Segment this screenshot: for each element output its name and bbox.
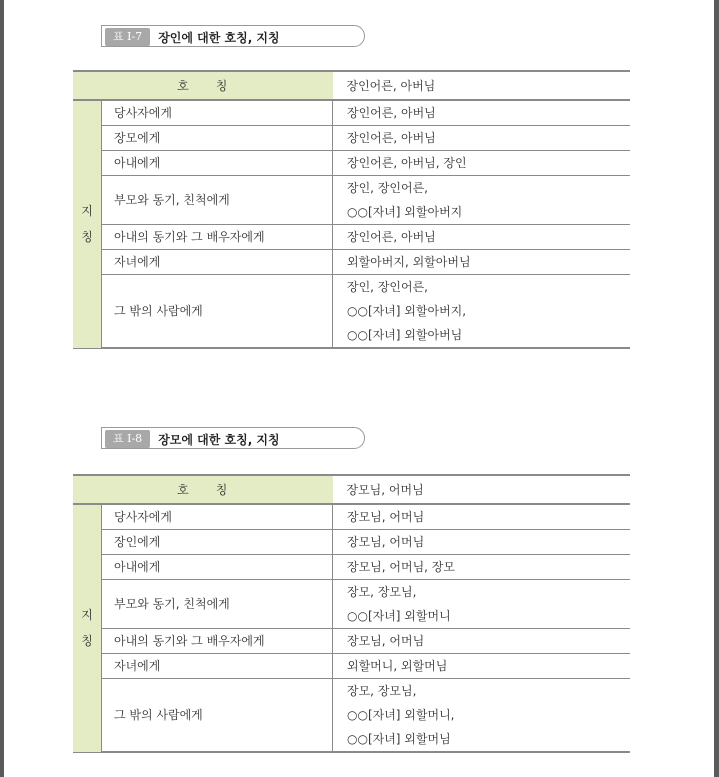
table-header-row [73, 71, 630, 100]
header-label: 호 칭 [73, 71, 333, 100]
target-cell: 당사자에게 [102, 504, 333, 530]
table-title: 장모에 대한 호칭, 지칭 [158, 432, 280, 447]
table-row [73, 654, 630, 679]
term-cell: 장모님, 어머님 [333, 504, 631, 530]
table-row [73, 151, 630, 176]
table-row [73, 225, 630, 250]
term-cell: 장모, 장모님, ○○[자녀] 외할머니 [333, 580, 631, 629]
header-value: 장모님, 어머님 [333, 475, 631, 504]
side-label: 지 칭 [73, 504, 102, 752]
target-cell: 그 밖의 사람에게 [102, 275, 333, 349]
term-cell: 장인어른, 아버님 [333, 126, 631, 151]
document-page [4, 0, 714, 777]
target-cell: 아내의 동기와 그 배우자에게 [102, 629, 333, 654]
target-cell: 당사자에게 [102, 100, 333, 126]
table-row [73, 100, 630, 126]
term-cell: 외할머니, 외할머님 [333, 654, 631, 679]
target-cell: 그 밖의 사람에게 [102, 679, 333, 753]
term-cell: 외할아버지, 외할아버님 [333, 250, 631, 275]
table-row [73, 580, 630, 629]
table-header-row [73, 475, 630, 504]
table-number-badge: 표 Ⅰ-8 [105, 430, 150, 448]
target-cell: 아내의 동기와 그 배우자에게 [102, 225, 333, 250]
table-mother-in-law [73, 474, 630, 753]
table-caption-1 [101, 25, 280, 47]
term-cell: 장모님, 어머님, 장모 [333, 555, 631, 580]
target-cell: 장인에게 [102, 530, 333, 555]
header-value: 장인어른, 아버님 [333, 71, 631, 100]
term-cell: 장인, 장인어른, ○○[자녀] 외할아버지, ○○[자녀] 외할아버님 [333, 275, 631, 349]
target-cell: 아내에게 [102, 151, 333, 176]
table-row [73, 629, 630, 654]
table-row [73, 555, 630, 580]
term-cell: 장모, 장모님, ○○[자녀] 외할머니, ○○[자녀] 외할머님 [333, 679, 631, 753]
target-cell: 아내에게 [102, 555, 333, 580]
table-row [73, 530, 630, 555]
table-row [73, 679, 630, 753]
term-cell: 장인, 장인어른, ○○[자녀] 외할아버지 [333, 176, 631, 225]
table-row [73, 275, 630, 349]
table-row [73, 176, 630, 225]
target-cell: 부모와 동기, 친척에게 [102, 176, 333, 225]
term-cell: 장모님, 어머님 [333, 629, 631, 654]
term-cell: 장모님, 어머님 [333, 530, 631, 555]
table-caption-2 [101, 427, 280, 449]
term-cell: 장인어른, 아버님 [333, 225, 631, 250]
side-label: 지 칭 [73, 100, 102, 348]
table-father-in-law [73, 70, 630, 349]
table-row [73, 250, 630, 275]
term-cell: 장인어른, 아버님 [333, 100, 631, 126]
header-label: 호 칭 [73, 475, 333, 504]
target-cell: 자녀에게 [102, 654, 333, 679]
target-cell: 자녀에게 [102, 250, 333, 275]
table-title: 장인에 대한 호칭, 지칭 [158, 30, 280, 45]
table-number-badge: 표 Ⅰ-7 [105, 28, 150, 46]
table-row [73, 504, 630, 530]
term-cell: 장인어른, 아버님, 장인 [333, 151, 631, 176]
target-cell: 장모에게 [102, 126, 333, 151]
table-row [73, 126, 630, 151]
target-cell: 부모와 동기, 친척에게 [102, 580, 333, 629]
